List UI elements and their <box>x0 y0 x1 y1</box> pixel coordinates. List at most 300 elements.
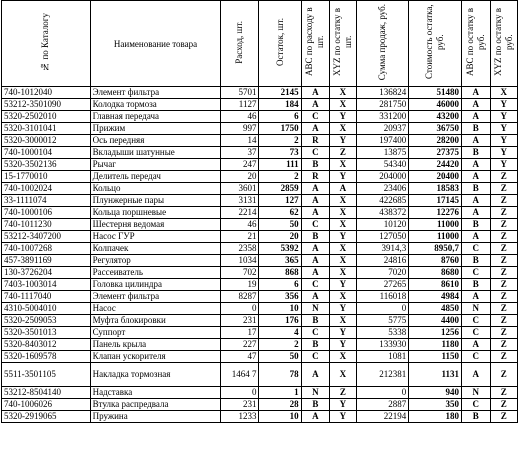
cell-abc-rub: A <box>462 195 490 207</box>
cell-name: Пружина <box>90 411 221 423</box>
cell-abc-rub: A <box>462 171 490 183</box>
cell-name: Клапан ускорителя <box>90 351 221 363</box>
cell-consumption: 19 <box>221 279 259 291</box>
cell-name: Прижим <box>90 123 221 135</box>
header-xyz-stock-label: XYZ по остатку в шт. <box>331 8 353 77</box>
cell-code: 5320-1609578 <box>2 351 91 363</box>
cell-abc-consumption: C <box>301 219 329 231</box>
cell-stock-value: 24420 <box>409 159 462 171</box>
table-row <box>2 135 518 147</box>
cell-stock-value: 1180 <box>409 339 462 351</box>
cell-code: 5320-2509053 <box>2 315 91 327</box>
cell-xyz-stock: Y <box>330 303 356 315</box>
table-row <box>2 87 518 99</box>
cell-stock: 2 <box>259 171 301 183</box>
cell-name: Суппорт <box>90 327 221 339</box>
cell-sales-sum: 438372 <box>356 207 409 219</box>
cell-abc-rub: B <box>462 183 490 195</box>
cell-code: 457-3891169 <box>2 255 91 267</box>
cell-abc-consumption: N <box>301 303 329 315</box>
cell-sales-sum: 116018 <box>356 291 409 303</box>
cell-stock: 127 <box>259 195 301 207</box>
cell-sales-sum: 281750 <box>356 99 409 111</box>
cell-xyz-rub: Y <box>490 147 518 159</box>
table-row <box>2 363 518 387</box>
cell-abc-rub: C <box>462 315 490 327</box>
cell-xyz-stock: X <box>330 123 356 135</box>
cell-xyz-stock: Y <box>330 399 356 411</box>
cell-consumption: 227 <box>221 339 259 351</box>
cell-stock-value: 43200 <box>409 111 462 123</box>
cell-xyz-rub: Y <box>490 159 518 171</box>
cell-xyz-rub: Z <box>490 351 518 363</box>
cell-name: Плунжерные пары <box>90 195 221 207</box>
cell-xyz-stock: X <box>330 267 356 279</box>
cell-consumption: 1034 <box>221 255 259 267</box>
cell-xyz-stock: X <box>330 243 356 255</box>
cell-xyz-rub: Z <box>490 219 518 231</box>
cell-consumption: 231 <box>221 399 259 411</box>
table-row <box>2 231 518 243</box>
cell-abc-rub: B <box>462 255 490 267</box>
cell-stock-value: 4850 <box>409 303 462 315</box>
table-row <box>2 195 518 207</box>
cell-abc-consumption: A <box>301 411 329 423</box>
cell-sales-sum: 24816 <box>356 255 409 267</box>
inventory-analysis-table <box>1 0 518 423</box>
cell-abc-rub: C <box>462 327 490 339</box>
table-row <box>2 339 518 351</box>
header-sales-sum-label: Сумма продаж, руб. <box>376 3 387 81</box>
cell-xyz-stock: X <box>330 219 356 231</box>
cell-xyz-rub: Y <box>490 135 518 147</box>
table-row <box>2 327 518 339</box>
cell-code: 7403-1003014 <box>2 279 91 291</box>
cell-code: 5320-2502010 <box>2 111 91 123</box>
cell-consumption: 8287 <box>221 291 259 303</box>
cell-abc-rub: N <box>462 387 490 399</box>
cell-stock-value: 940 <box>409 387 462 399</box>
cell-xyz-stock: Y <box>330 411 356 423</box>
cell-abc-consumption: C <box>301 279 329 291</box>
cell-sales-sum: 0 <box>356 303 409 315</box>
cell-abc-consumption: A <box>301 267 329 279</box>
cell-abc-rub: B <box>462 279 490 291</box>
table-row <box>2 219 518 231</box>
cell-stock-value: 51480 <box>409 87 462 99</box>
cell-name: Вкладыши шатунные <box>90 147 221 159</box>
cell-xyz-stock: Y <box>330 327 356 339</box>
cell-consumption: 997 <box>221 123 259 135</box>
cell-stock: 78 <box>259 363 301 387</box>
cell-stock-value: 1131 <box>409 363 462 387</box>
cell-stock: 1750 <box>259 123 301 135</box>
cell-stock: 176 <box>259 315 301 327</box>
cell-stock-value: 20400 <box>409 171 462 183</box>
cell-sales-sum: 2887 <box>356 399 409 411</box>
cell-abc-consumption: A <box>301 183 329 195</box>
cell-stock: 5392 <box>259 243 301 255</box>
cell-abc-consumption: B <box>301 315 329 327</box>
header-sales-sum <box>356 1 409 87</box>
cell-sales-sum: 0 <box>356 387 409 399</box>
cell-abc-rub: A <box>462 87 490 99</box>
cell-sales-sum: 331200 <box>356 111 409 123</box>
cell-abc-consumption: A <box>301 207 329 219</box>
cell-name: Ось передняя <box>90 135 221 147</box>
header-stock-label: Остаток, шт. <box>274 18 285 66</box>
cell-xyz-rub: Z <box>490 399 518 411</box>
cell-abc-rub: C <box>462 399 490 411</box>
cell-xyz-rub: Z <box>490 243 518 255</box>
cell-consumption: 46 <box>221 111 259 123</box>
cell-xyz-rub: Z <box>490 339 518 351</box>
cell-consumption: 231 <box>221 315 259 327</box>
cell-code: 130-3726204 <box>2 267 91 279</box>
cell-stock: 1 <box>259 387 301 399</box>
header-name: Наименование товара <box>90 1 221 87</box>
table-row <box>2 123 518 135</box>
cell-abc-consumption: C <box>301 147 329 159</box>
cell-name: Надставка <box>90 387 221 399</box>
cell-stock: 868 <box>259 267 301 279</box>
cell-abc-consumption: B <box>301 399 329 411</box>
cell-code: 53212-3501090 <box>2 99 91 111</box>
header-consumption-label: Расход, шт. <box>234 20 245 64</box>
cell-stock: 20 <box>259 231 301 243</box>
cell-sales-sum: 422685 <box>356 195 409 207</box>
cell-stock: 2859 <box>259 183 301 195</box>
table-row <box>2 147 518 159</box>
cell-name: Главная передача <box>90 111 221 123</box>
cell-name: Элемент фильтра <box>90 291 221 303</box>
cell-abc-rub: B <box>462 147 490 159</box>
cell-stock: 6 <box>259 279 301 291</box>
cell-sales-sum: 3914,3 <box>356 243 409 255</box>
cell-consumption: 702 <box>221 267 259 279</box>
cell-xyz-rub: Z <box>490 291 518 303</box>
table-row <box>2 351 518 363</box>
cell-consumption: 47 <box>221 351 259 363</box>
cell-consumption: 3131 <box>221 195 259 207</box>
cell-xyz-rub: Z <box>490 231 518 243</box>
cell-code: 4310-5004010 <box>2 303 91 315</box>
cell-stock: 4 <box>259 327 301 339</box>
cell-sales-sum: 5775 <box>356 315 409 327</box>
cell-consumption: 17 <box>221 327 259 339</box>
cell-abc-rub: N <box>462 303 490 315</box>
cell-abc-rub: B <box>462 411 490 423</box>
cell-stock-value: 17145 <box>409 195 462 207</box>
cell-xyz-stock: Y <box>330 135 356 147</box>
cell-name: Колпачек <box>90 243 221 255</box>
cell-stock-value: 8610 <box>409 279 462 291</box>
cell-xyz-rub: X <box>490 87 518 99</box>
header-stock <box>259 1 301 87</box>
cell-xyz-stock: Y <box>330 339 356 351</box>
cell-code: 740-1000104 <box>2 147 91 159</box>
cell-abc-rub: B <box>462 123 490 135</box>
cell-xyz-rub: Z <box>490 279 518 291</box>
table-row <box>2 399 518 411</box>
table-body <box>2 87 518 423</box>
cell-stock-value: 8680 <box>409 267 462 279</box>
cell-consumption: 20 <box>221 171 259 183</box>
cell-abc-consumption: B <box>301 231 329 243</box>
cell-consumption: 21 <box>221 231 259 243</box>
cell-code: 740-1007268 <box>2 243 91 255</box>
cell-abc-consumption: B <box>301 339 329 351</box>
cell-xyz-stock: X <box>330 195 356 207</box>
cell-code: 740-1006026 <box>2 399 91 411</box>
cell-abc-consumption: A <box>301 99 329 111</box>
cell-xyz-stock: X <box>330 99 356 111</box>
cell-abc-consumption: A <box>301 291 329 303</box>
table-row <box>2 243 518 255</box>
header-code <box>2 1 91 87</box>
cell-consumption: 1233 <box>221 411 259 423</box>
cell-abc-rub: A <box>462 207 490 219</box>
cell-name: Элемент фильтра <box>90 87 221 99</box>
cell-xyz-stock: Z <box>330 147 356 159</box>
cell-abc-consumption: R <box>301 171 329 183</box>
header-consumption <box>221 1 259 87</box>
cell-xyz-rub: Y <box>490 99 518 111</box>
cell-abc-consumption: A <box>301 243 329 255</box>
cell-abc-rub: C <box>462 351 490 363</box>
cell-consumption: 0 <box>221 303 259 315</box>
cell-stock: 356 <box>259 291 301 303</box>
cell-xyz-stock: A <box>330 183 356 195</box>
cell-stock: 2145 <box>259 87 301 99</box>
cell-name: Кольцо <box>90 183 221 195</box>
cell-xyz-stock: X <box>330 159 356 171</box>
cell-stock: 2 <box>259 135 301 147</box>
cell-xyz-stock: X <box>330 291 356 303</box>
cell-abc-consumption: C <box>301 351 329 363</box>
cell-xyz-stock: Y <box>330 111 356 123</box>
cell-abc-consumption: A <box>301 255 329 267</box>
table-row <box>2 303 518 315</box>
cell-code: 15-1770010 <box>2 171 91 183</box>
cell-abc-consumption: A <box>301 87 329 99</box>
cell-stock-value: 36750 <box>409 123 462 135</box>
cell-abc-rub: A <box>462 99 490 111</box>
cell-xyz-rub: Z <box>490 183 518 195</box>
cell-xyz-rub: Y <box>490 111 518 123</box>
cell-stock-value: 4984 <box>409 291 462 303</box>
cell-name: Шестерня ведомая <box>90 219 221 231</box>
cell-sales-sum: 212381 <box>356 363 409 387</box>
cell-code: 740-1117040 <box>2 291 91 303</box>
table-row <box>2 387 518 399</box>
cell-xyz-stock: Y <box>330 171 356 183</box>
header-abc-consumption-label: ABC по расходу в шт. <box>304 7 326 77</box>
cell-abc-consumption: A <box>301 123 329 135</box>
cell-xyz-rub: Z <box>490 267 518 279</box>
cell-stock: 10 <box>259 303 301 315</box>
cell-stock: 365 <box>259 255 301 267</box>
header-stock-value <box>409 1 462 87</box>
cell-name: Панель крыла <box>90 339 221 351</box>
cell-abc-rub: A <box>462 135 490 147</box>
cell-sales-sum: 136824 <box>356 87 409 99</box>
cell-abc-rub: A <box>462 291 490 303</box>
cell-name: Колодка тормоза <box>90 99 221 111</box>
cell-sales-sum: 54340 <box>356 159 409 171</box>
cell-xyz-stock: X <box>330 207 356 219</box>
cell-abc-consumption: A <box>301 195 329 207</box>
cell-sales-sum: 7020 <box>356 267 409 279</box>
cell-xyz-stock: X <box>330 87 356 99</box>
header-abc-rub-label: ABC по остатку в руб. <box>464 7 486 77</box>
cell-name: Втулка распредвала <box>90 399 221 411</box>
cell-sales-sum: 204000 <box>356 171 409 183</box>
cell-stock-value: 1256 <box>409 327 462 339</box>
cell-xyz-stock: X <box>330 363 356 387</box>
table-row <box>2 111 518 123</box>
cell-xyz-stock: X <box>330 351 356 363</box>
cell-stock: 2 <box>259 339 301 351</box>
cell-name: Насос ГУР <box>90 231 221 243</box>
cell-name: Рычаг <box>90 159 221 171</box>
header-xyz-rub <box>490 1 518 87</box>
cell-xyz-stock: Y <box>330 279 356 291</box>
cell-stock-value: 11000 <box>409 219 462 231</box>
cell-code: 5320-3101041 <box>2 123 91 135</box>
cell-sales-sum: 1081 <box>356 351 409 363</box>
cell-name: Насос <box>90 303 221 315</box>
cell-name: Рассеиватель <box>90 267 221 279</box>
cell-xyz-stock: X <box>330 255 356 267</box>
cell-code: 740-1002024 <box>2 183 91 195</box>
cell-stock-value: 1150 <box>409 351 462 363</box>
cell-stock-value: 8950,7 <box>409 243 462 255</box>
cell-sales-sum: 22194 <box>356 411 409 423</box>
cell-sales-sum: 10120 <box>356 219 409 231</box>
table-row <box>2 183 518 195</box>
cell-abc-consumption: C <box>301 327 329 339</box>
cell-xyz-rub: Y <box>490 123 518 135</box>
cell-xyz-rub: Z <box>490 207 518 219</box>
cell-abc-rub: C <box>462 267 490 279</box>
cell-stock: 10 <box>259 411 301 423</box>
cell-xyz-rub: Z <box>490 303 518 315</box>
cell-name: Головка цилиндра <box>90 279 221 291</box>
cell-abc-rub: A <box>462 231 490 243</box>
cell-abc-rub: A <box>462 363 490 387</box>
cell-stock: 184 <box>259 99 301 111</box>
header-code-label: № по Каталогу <box>40 12 51 72</box>
cell-xyz-stock: Z <box>330 387 356 399</box>
header-xyz-rub-label: XYZ по остатку в руб. <box>492 8 514 77</box>
cell-stock: 6 <box>259 111 301 123</box>
cell-code: 5320-3000012 <box>2 135 91 147</box>
cell-abc-consumption: N <box>301 387 329 399</box>
cell-sales-sum: 23406 <box>356 183 409 195</box>
cell-stock: 28 <box>259 399 301 411</box>
cell-xyz-stock: X <box>330 315 356 327</box>
cell-stock: 111 <box>259 159 301 171</box>
cell-stock-value: 11000 <box>409 231 462 243</box>
cell-sales-sum: 127050 <box>356 231 409 243</box>
cell-abc-consumption: C <box>301 111 329 123</box>
cell-name: Накладка тормозная <box>90 363 221 387</box>
cell-sales-sum: 13875 <box>356 147 409 159</box>
cell-xyz-rub: Z <box>490 195 518 207</box>
cell-code: 740-1000106 <box>2 207 91 219</box>
table-row <box>2 159 518 171</box>
cell-consumption: 2358 <box>221 243 259 255</box>
cell-name: Кольца поршневые <box>90 207 221 219</box>
cell-abc-rub: A <box>462 111 490 123</box>
table-row <box>2 99 518 111</box>
cell-xyz-stock: Y <box>330 231 356 243</box>
cell-sales-sum: 20937 <box>356 123 409 135</box>
cell-stock-value: 28200 <box>409 135 462 147</box>
cell-code: 5320-3501013 <box>2 327 91 339</box>
cell-stock-value: 18583 <box>409 183 462 195</box>
table-row <box>2 411 518 423</box>
cell-stock-value: 46000 <box>409 99 462 111</box>
table-row <box>2 267 518 279</box>
cell-stock: 50 <box>259 219 301 231</box>
cell-sales-sum: 5338 <box>356 327 409 339</box>
cell-consumption: 37 <box>221 147 259 159</box>
cell-abc-consumption: B <box>301 159 329 171</box>
cell-stock-value: 8760 <box>409 255 462 267</box>
cell-consumption: 1464 7 <box>221 363 259 387</box>
table-header-row <box>2 1 518 87</box>
cell-abc-consumption: A <box>301 363 329 387</box>
cell-consumption: 3601 <box>221 183 259 195</box>
cell-abc-rub: A <box>462 159 490 171</box>
cell-code: 5320-3502136 <box>2 159 91 171</box>
cell-code: 33-1111074 <box>2 195 91 207</box>
cell-abc-rub: A <box>462 339 490 351</box>
cell-code: 5511-3501105 <box>2 363 91 387</box>
cell-stock: 50 <box>259 351 301 363</box>
cell-code: 740-1011230 <box>2 219 91 231</box>
cell-xyz-rub: Z <box>490 387 518 399</box>
cell-abc-consumption: R <box>301 135 329 147</box>
cell-consumption: 5701 <box>221 87 259 99</box>
cell-abc-rub: B <box>462 219 490 231</box>
cell-xyz-rub: Z <box>490 255 518 267</box>
header-abc-consumption <box>301 1 329 87</box>
table-row <box>2 207 518 219</box>
cell-consumption: 2214 <box>221 207 259 219</box>
cell-consumption: 0 <box>221 387 259 399</box>
header-stock-value-label: Стоимость остатка, руб. <box>424 4 446 80</box>
table-row <box>2 315 518 327</box>
cell-stock-value: 12276 <box>409 207 462 219</box>
cell-name: Регулятор <box>90 255 221 267</box>
table-row <box>2 255 518 267</box>
cell-consumption: 247 <box>221 159 259 171</box>
header-abc-rub <box>462 1 490 87</box>
cell-sales-sum: 27265 <box>356 279 409 291</box>
cell-sales-sum: 197400 <box>356 135 409 147</box>
cell-consumption: 14 <box>221 135 259 147</box>
cell-name: Делитель передач <box>90 171 221 183</box>
cell-code: 53212-3407200 <box>2 231 91 243</box>
cell-stock-value: 4400 <box>409 315 462 327</box>
cell-stock-value: 350 <box>409 399 462 411</box>
cell-consumption: 1127 <box>221 99 259 111</box>
cell-stock: 62 <box>259 207 301 219</box>
cell-code: 5320-8403012 <box>2 339 91 351</box>
